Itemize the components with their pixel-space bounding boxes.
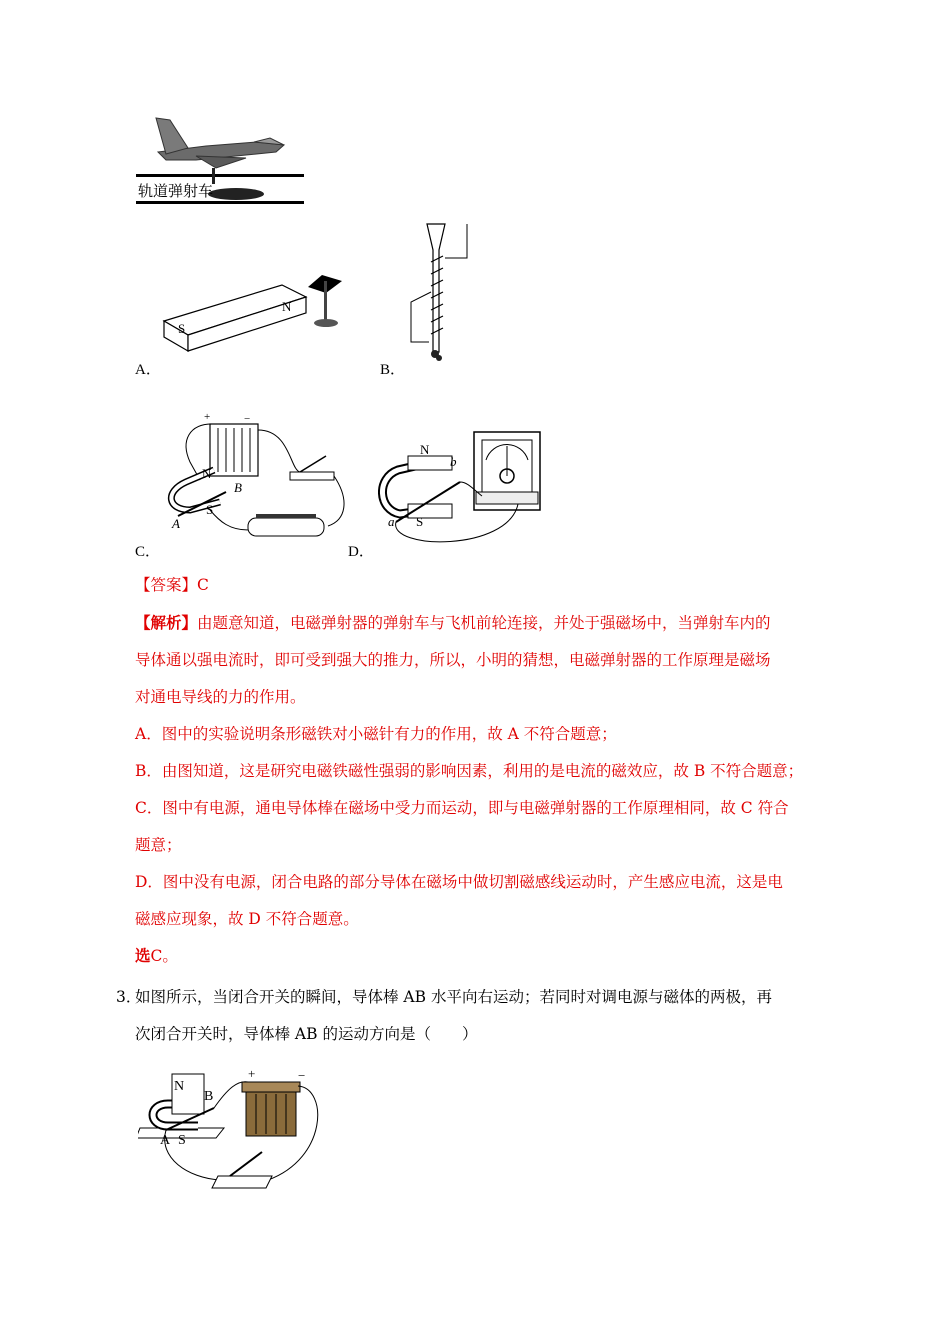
analysis-line-1: [135, 614, 771, 632]
option-b-label: B．: [380, 362, 406, 378]
catapult-figure: [136, 112, 306, 212]
q3-rod-a: A: [160, 1133, 171, 1148]
analysis-option-b: B．由图知道，这是研究电磁铁磁性强弱的影响因素，利用的是电流的磁效应，故 B 不符合题意；: [135, 762, 804, 780]
choose-value: C。: [150, 947, 178, 965]
q3-battery-minus: −: [298, 1068, 306, 1083]
option-a-label: A．: [135, 362, 161, 378]
magnet-n-label: N: [282, 299, 292, 314]
q3-magnet-n: N: [174, 1079, 185, 1094]
catapult-label: 轨道弹射车: [138, 184, 214, 200]
figure-d: [378, 430, 548, 555]
magnet-s-label-d: S: [416, 514, 424, 529]
question-3-line-2: 次闭合开关时，导体棒 AB 的运动方向是（ ）: [135, 1025, 478, 1043]
question-3-line-1: 如图所示，当闭合开关的瞬间，导体棒 AB 水平向右运动；若同时对调电源与磁体的两极，再: [135, 988, 772, 1006]
analysis-option-c-2: 题意；: [135, 836, 182, 854]
magnet-n-label-d: N: [420, 442, 430, 457]
analysis-option-d-1: D．图中没有电源，闭合电路的部分导体在磁场中做切割磁感线运动时，产生感应电流，这是电: [135, 873, 783, 891]
analysis-line-3: 对通电导线的力的作用。: [135, 688, 306, 706]
battery-minus: −: [244, 413, 251, 425]
rod-b-label-c: B: [234, 480, 242, 495]
figure-b: [405, 222, 475, 372]
rod-b-label-d: b: [450, 454, 457, 469]
option-c-label: C．: [135, 544, 161, 560]
analysis-line-2: 导体通以强电流时，即可受到强大的推力，所以，小明的猜想，电磁弹射器的工作原理是磁场: [135, 651, 771, 669]
rod-a-label-d: a: [388, 514, 395, 529]
q3-rod-b: B: [204, 1089, 214, 1104]
answer-bracket: 【答案】: [135, 576, 198, 594]
magnet-n-label-c: N: [202, 466, 212, 481]
choose-prefix: 选: [135, 946, 151, 965]
rod-a-label-c: A: [172, 516, 180, 531]
answer-value: C: [197, 576, 209, 594]
analysis-bracket: 【解析】: [135, 613, 198, 632]
analysis-text-1: 由题意知道，电磁弹射器的弹射车与飞机前轮连接，并处于强磁场中，当弹射车内的: [197, 614, 771, 632]
figure-c: [160, 410, 360, 550]
magnet-s-label-c: S: [206, 502, 214, 517]
option-d-label: D．: [348, 544, 374, 560]
analysis-option-c-1: C．图中有电源，通电导体棒在磁场中受力而运动，即与电磁弹射器的工作原理相同，故 C 符合: [135, 799, 789, 817]
analysis-option-a: A．图中的实验说明条形磁铁对小磁针有力的作用，故 A 不符合题意；: [135, 725, 617, 743]
question-3-number: 3．: [116, 988, 142, 1006]
analysis-option-d-2: 磁感应现象，故 D 不符合题意。: [135, 910, 359, 928]
analysis-choose: [135, 947, 178, 965]
q3-magnet-s: S: [178, 1133, 186, 1148]
figure-a: [160, 265, 360, 375]
question-3-figure: [138, 1068, 338, 1198]
battery-plus: +: [204, 411, 211, 423]
q3-battery-plus: +: [248, 1068, 256, 1081]
magnet-s-label: S: [178, 321, 186, 336]
answer-line: [135, 576, 209, 594]
